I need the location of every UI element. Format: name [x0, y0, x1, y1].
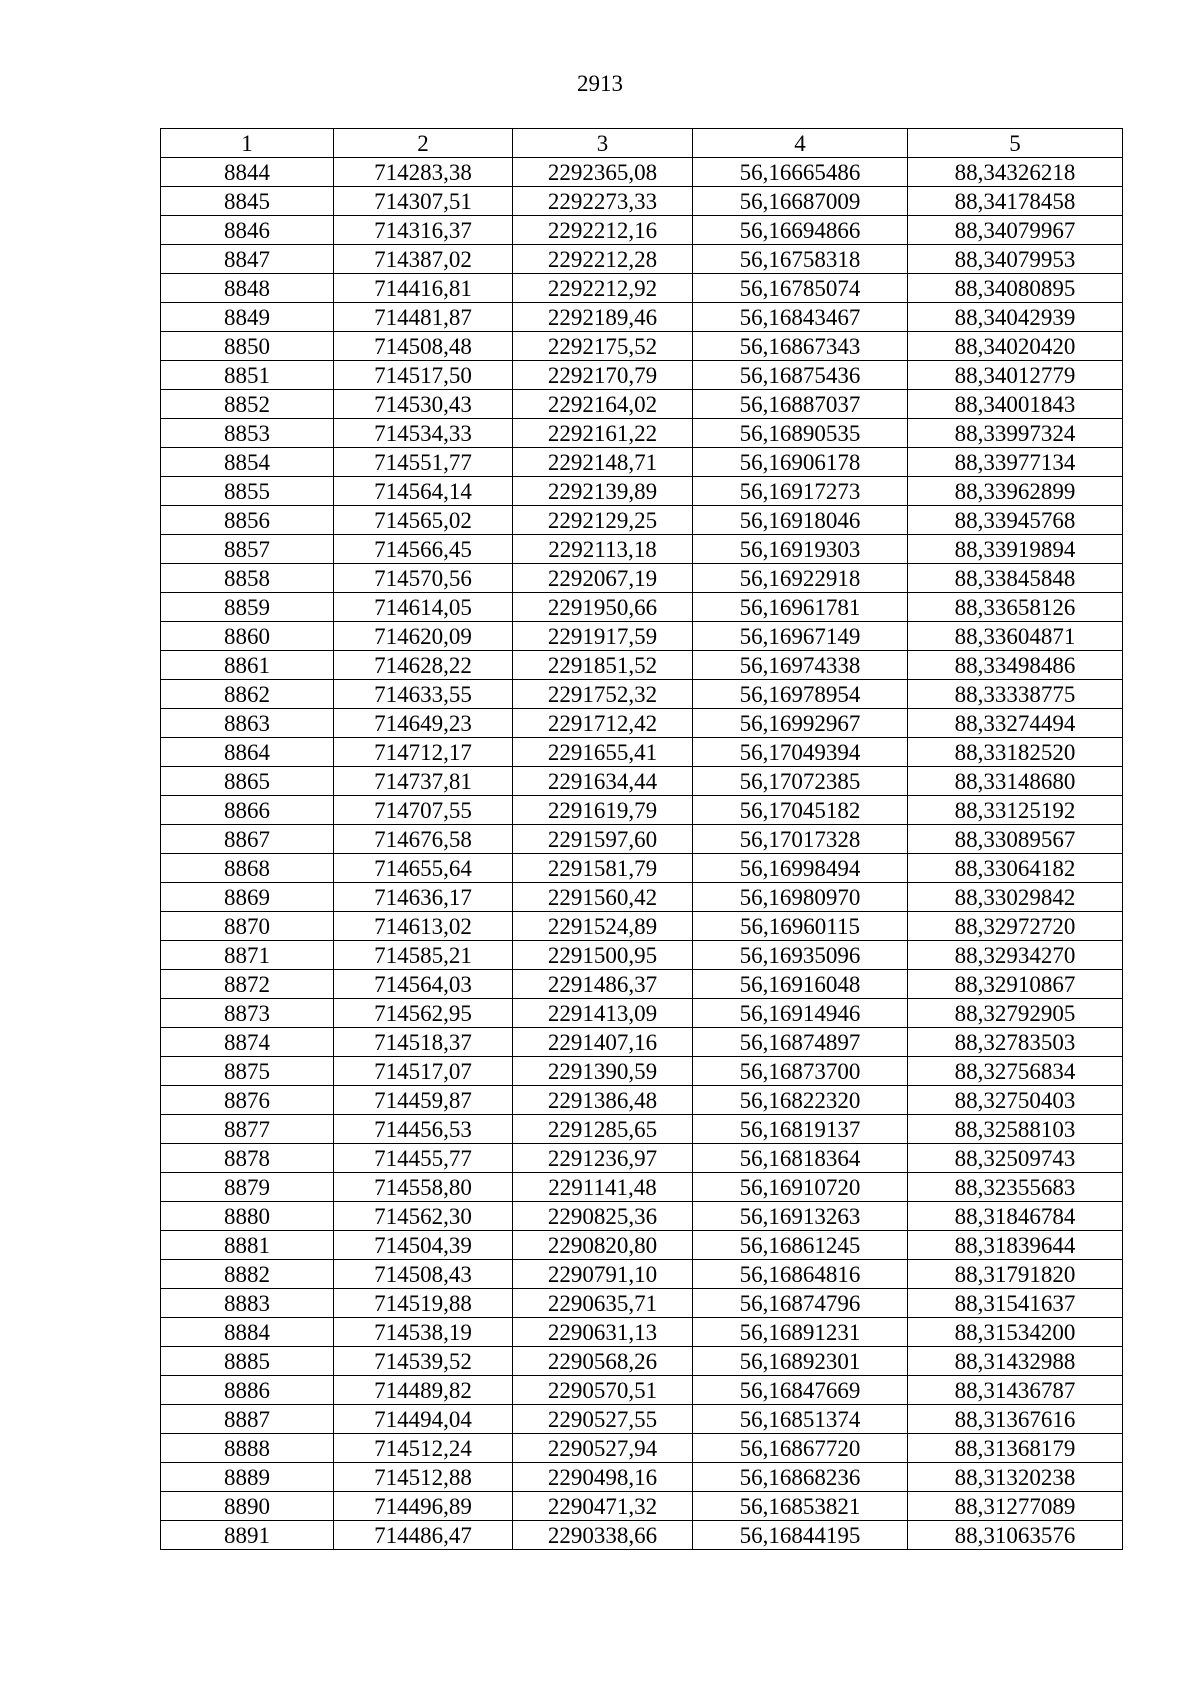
table-cell: 714562,30 [334, 1202, 513, 1231]
table-cell: 56,16853821 [693, 1492, 908, 1521]
table-cell: 714614,05 [334, 593, 513, 622]
table-cell: 714456,53 [334, 1115, 513, 1144]
table-cell: 88,34080895 [908, 274, 1123, 303]
table-cell: 88,34079953 [908, 245, 1123, 274]
table-cell: 8854 [161, 448, 334, 477]
table-cell: 56,16910720 [693, 1173, 908, 1202]
table-row [161, 1492, 1123, 1521]
table-cell: 88,34178458 [908, 187, 1123, 216]
column-header: 2 [334, 129, 513, 158]
table-cell: 2291486,37 [513, 970, 693, 999]
table-cell: 2291597,60 [513, 825, 693, 854]
table-cell: 8866 [161, 796, 334, 825]
table-row [161, 1144, 1123, 1173]
table-cell: 88,31277089 [908, 1492, 1123, 1521]
table-row [161, 1086, 1123, 1115]
table-cell: 88,32972720 [908, 912, 1123, 941]
table-cell: 2290527,55 [513, 1405, 693, 1434]
table-cell: 8889 [161, 1463, 334, 1492]
table-row [161, 970, 1123, 999]
table-cell: 714707,55 [334, 796, 513, 825]
table-row [161, 535, 1123, 564]
table-header-row [161, 129, 1123, 158]
table-row [161, 332, 1123, 361]
table-cell: 8864 [161, 738, 334, 767]
table-row [161, 1202, 1123, 1231]
table-cell: 2290471,32 [513, 1492, 693, 1521]
table-row [161, 506, 1123, 535]
table-row [161, 274, 1123, 303]
table-cell: 2292067,19 [513, 564, 693, 593]
table-row [161, 187, 1123, 216]
table-cell: 2291390,59 [513, 1057, 693, 1086]
table-cell: 2291712,42 [513, 709, 693, 738]
table-cell: 714496,89 [334, 1492, 513, 1521]
table-cell: 88,32588103 [908, 1115, 1123, 1144]
table-cell: 714518,37 [334, 1028, 513, 1057]
table-cell: 2290825,36 [513, 1202, 693, 1231]
table-cell: 88,31436787 [908, 1376, 1123, 1405]
table-cell: 2292273,33 [513, 187, 693, 216]
column-header: 5 [908, 129, 1123, 158]
table-row [161, 245, 1123, 274]
table-row [161, 593, 1123, 622]
table-cell: 88,33658126 [908, 593, 1123, 622]
table-row [161, 390, 1123, 419]
table-cell: 714416,81 [334, 274, 513, 303]
table-body [161, 158, 1123, 1550]
table-cell: 8891 [161, 1521, 334, 1550]
table-cell: 56,16687009 [693, 187, 908, 216]
table-cell: 56,16906178 [693, 448, 908, 477]
table-cell: 56,16980970 [693, 883, 908, 912]
table-cell: 56,16843467 [693, 303, 908, 332]
table-cell: 56,16873700 [693, 1057, 908, 1086]
table-cell: 2291917,59 [513, 622, 693, 651]
table-cell: 2290338,66 [513, 1521, 693, 1550]
table-row [161, 1231, 1123, 1260]
table-cell: 2291236,97 [513, 1144, 693, 1173]
table-cell: 56,16935096 [693, 941, 908, 970]
table-cell: 88,33962899 [908, 477, 1123, 506]
table-cell: 88,32783503 [908, 1028, 1123, 1057]
table-cell: 8874 [161, 1028, 334, 1057]
table-cell: 8849 [161, 303, 334, 332]
table-cell: 8885 [161, 1347, 334, 1376]
column-header: 3 [513, 129, 693, 158]
table-cell: 8859 [161, 593, 334, 622]
table-cell: 8890 [161, 1492, 334, 1521]
table-cell: 8848 [161, 274, 334, 303]
table-row [161, 1463, 1123, 1492]
table-cell: 88,32756834 [908, 1057, 1123, 1086]
table-cell: 88,34001843 [908, 390, 1123, 419]
table-cell: 8871 [161, 941, 334, 970]
table-cell: 2291619,79 [513, 796, 693, 825]
table-cell: 2292170,79 [513, 361, 693, 390]
table-row [161, 216, 1123, 245]
table-cell: 714459,87 [334, 1086, 513, 1115]
table-cell: 56,16967149 [693, 622, 908, 651]
table-cell: 88,33997324 [908, 419, 1123, 448]
table-cell: 8845 [161, 187, 334, 216]
table-cell: 8878 [161, 1144, 334, 1173]
table-cell: 8873 [161, 999, 334, 1028]
table-cell: 2291141,48 [513, 1173, 693, 1202]
table-cell: 2291634,44 [513, 767, 693, 796]
table-cell: 8851 [161, 361, 334, 390]
table-cell: 88,33125192 [908, 796, 1123, 825]
table-cell: 88,31432988 [908, 1347, 1123, 1376]
table-cell: 56,16874796 [693, 1289, 908, 1318]
table-cell: 56,16913263 [693, 1202, 908, 1231]
table-row [161, 999, 1123, 1028]
table-cell: 2291413,09 [513, 999, 693, 1028]
table-cell: 714649,23 [334, 709, 513, 738]
table-cell: 2290568,26 [513, 1347, 693, 1376]
table-cell: 714455,77 [334, 1144, 513, 1173]
table-cell: 56,16874897 [693, 1028, 908, 1057]
table-cell: 88,31791820 [908, 1260, 1123, 1289]
table-cell: 714676,58 [334, 825, 513, 854]
table-row [161, 1405, 1123, 1434]
table-row [161, 419, 1123, 448]
table-cell: 2291581,79 [513, 854, 693, 883]
table-cell: 56,16992967 [693, 709, 908, 738]
table-cell: 714655,64 [334, 854, 513, 883]
table-cell: 88,34042939 [908, 303, 1123, 332]
table-cell: 2292175,52 [513, 332, 693, 361]
table-row [161, 448, 1123, 477]
table-cell: 88,34326218 [908, 158, 1123, 187]
table-cell: 714585,21 [334, 941, 513, 970]
table-cell: 2290635,71 [513, 1289, 693, 1318]
table-cell: 56,17017328 [693, 825, 908, 854]
table-cell: 56,16822320 [693, 1086, 908, 1115]
table-cell: 8881 [161, 1231, 334, 1260]
table-cell: 714628,22 [334, 651, 513, 680]
table-cell: 56,17049394 [693, 738, 908, 767]
table-cell: 88,33064182 [908, 854, 1123, 883]
table-cell: 56,16978954 [693, 680, 908, 709]
table-cell: 2291285,65 [513, 1115, 693, 1144]
table-row [161, 1115, 1123, 1144]
table-cell: 2291851,52 [513, 651, 693, 680]
table-row [161, 1318, 1123, 1347]
table-row [161, 361, 1123, 390]
table-row [161, 796, 1123, 825]
table-cell: 56,16867343 [693, 332, 908, 361]
table-cell: 8879 [161, 1173, 334, 1202]
table-cell: 8868 [161, 854, 334, 883]
table-row [161, 738, 1123, 767]
table-row [161, 1376, 1123, 1405]
table-cell: 2292161,22 [513, 419, 693, 448]
table-cell: 88,34020420 [908, 332, 1123, 361]
table-cell: 56,16917273 [693, 477, 908, 506]
table-cell: 88,33029842 [908, 883, 1123, 912]
table-row [161, 622, 1123, 651]
table-cell: 56,16851374 [693, 1405, 908, 1434]
table-cell: 8863 [161, 709, 334, 738]
table-cell: 56,16868236 [693, 1463, 908, 1492]
table-cell: 56,16861245 [693, 1231, 908, 1260]
table-cell: 8880 [161, 1202, 334, 1231]
table-cell: 714517,07 [334, 1057, 513, 1086]
table-row [161, 709, 1123, 738]
table-cell: 88,33945768 [908, 506, 1123, 535]
table-cell: 8877 [161, 1115, 334, 1144]
table-cell: 2292212,16 [513, 216, 693, 245]
table-cell: 2291386,48 [513, 1086, 693, 1115]
table-cell: 88,32750403 [908, 1086, 1123, 1115]
table-cell: 714504,39 [334, 1231, 513, 1260]
table-row [161, 680, 1123, 709]
table-cell: 2291524,89 [513, 912, 693, 941]
table-cell: 56,16864816 [693, 1260, 908, 1289]
table-cell: 714562,95 [334, 999, 513, 1028]
table-cell: 8883 [161, 1289, 334, 1318]
table-cell: 2291500,95 [513, 941, 693, 970]
table-cell: 56,16916048 [693, 970, 908, 999]
table-cell: 714636,17 [334, 883, 513, 912]
table-cell: 8861 [161, 651, 334, 680]
table-row [161, 1028, 1123, 1057]
table-row [161, 883, 1123, 912]
table-cell: 88,33498486 [908, 651, 1123, 680]
table-cell: 8857 [161, 535, 334, 564]
table-cell: 56,16918046 [693, 506, 908, 535]
table-cell: 56,16844195 [693, 1521, 908, 1550]
table-cell: 88,34079967 [908, 216, 1123, 245]
table-cell: 88,31846784 [908, 1202, 1123, 1231]
table-row [161, 1057, 1123, 1086]
table-cell: 8852 [161, 390, 334, 419]
table-cell: 56,16665486 [693, 158, 908, 187]
table-cell: 8856 [161, 506, 334, 535]
table-cell: 8850 [161, 332, 334, 361]
table-cell: 2291407,16 [513, 1028, 693, 1057]
table-row [161, 912, 1123, 941]
table-cell: 714558,80 [334, 1173, 513, 1202]
table-cell: 56,16961781 [693, 593, 908, 622]
table-cell: 88,33148680 [908, 767, 1123, 796]
column-header: 4 [693, 129, 908, 158]
table-row [161, 1260, 1123, 1289]
table-cell: 88,31368179 [908, 1434, 1123, 1463]
table-row [161, 651, 1123, 680]
table-cell: 714508,43 [334, 1260, 513, 1289]
table-cell: 714620,09 [334, 622, 513, 651]
table-cell: 56,16785074 [693, 274, 908, 303]
table-cell: 88,33182520 [908, 738, 1123, 767]
table-row [161, 477, 1123, 506]
table-cell: 714316,37 [334, 216, 513, 245]
coordinates-table [160, 128, 1123, 1550]
table-cell: 714566,45 [334, 535, 513, 564]
table-cell: 714564,03 [334, 970, 513, 999]
table-cell: 88,31367616 [908, 1405, 1123, 1434]
column-header: 1 [161, 129, 334, 158]
table-row [161, 1289, 1123, 1318]
table-cell: 2290820,80 [513, 1231, 693, 1260]
table-cell: 8869 [161, 883, 334, 912]
table-row [161, 303, 1123, 332]
table-cell: 88,31534200 [908, 1318, 1123, 1347]
table-cell: 8876 [161, 1086, 334, 1115]
table-cell: 2290791,10 [513, 1260, 693, 1289]
table-cell: 2290631,13 [513, 1318, 693, 1347]
table-cell: 56,16998494 [693, 854, 908, 883]
table-cell: 56,16914946 [693, 999, 908, 1028]
table-cell: 88,32910867 [908, 970, 1123, 999]
table-cell: 56,16887037 [693, 390, 908, 419]
table-row [161, 564, 1123, 593]
table-cell: 88,33338775 [908, 680, 1123, 709]
table-cell: 2292113,18 [513, 535, 693, 564]
table-cell: 2292365,08 [513, 158, 693, 187]
table-row [161, 825, 1123, 854]
table-cell: 8860 [161, 622, 334, 651]
table-cell: 714508,48 [334, 332, 513, 361]
table-cell: 714534,33 [334, 419, 513, 448]
table-cell: 56,16867720 [693, 1434, 908, 1463]
table-cell: 56,16974338 [693, 651, 908, 680]
table-cell: 8865 [161, 767, 334, 796]
table-cell: 714519,88 [334, 1289, 513, 1318]
table-cell: 88,32934270 [908, 941, 1123, 970]
table-cell: 714481,87 [334, 303, 513, 332]
table-row [161, 854, 1123, 883]
table-cell: 88,32792905 [908, 999, 1123, 1028]
table-cell: 714512,88 [334, 1463, 513, 1492]
table-cell: 2291752,32 [513, 680, 693, 709]
table-cell: 88,33604871 [908, 622, 1123, 651]
table-cell: 88,31541637 [908, 1289, 1123, 1318]
table-cell: 56,16694866 [693, 216, 908, 245]
table-cell: 8855 [161, 477, 334, 506]
table-cell: 714570,56 [334, 564, 513, 593]
table-cell: 8862 [161, 680, 334, 709]
table-cell: 714712,17 [334, 738, 513, 767]
table-cell: 56,16891231 [693, 1318, 908, 1347]
table-cell: 714494,04 [334, 1405, 513, 1434]
table-cell: 714283,38 [334, 158, 513, 187]
table-cell: 714517,50 [334, 361, 513, 390]
table-cell: 2292212,92 [513, 274, 693, 303]
table-cell: 8875 [161, 1057, 334, 1086]
table-cell: 2291950,66 [513, 593, 693, 622]
table-cell: 714486,47 [334, 1521, 513, 1550]
table-cell: 2292139,89 [513, 477, 693, 506]
table-cell: 714512,24 [334, 1434, 513, 1463]
table-row [161, 1173, 1123, 1202]
table-row [161, 1347, 1123, 1376]
table-cell: 2292164,02 [513, 390, 693, 419]
table-cell: 88,33845848 [908, 564, 1123, 593]
table-cell: 56,16892301 [693, 1347, 908, 1376]
table-cell: 8882 [161, 1260, 334, 1289]
table-cell: 2290498,16 [513, 1463, 693, 1492]
page-number: 2913 [577, 71, 623, 96]
table-cell: 2290527,94 [513, 1434, 693, 1463]
table-cell: 88,33274494 [908, 709, 1123, 738]
table-row [161, 767, 1123, 796]
table-cell: 2292148,71 [513, 448, 693, 477]
table-cell: 56,16758318 [693, 245, 908, 274]
table-cell: 714539,52 [334, 1347, 513, 1376]
table-cell: 714613,02 [334, 912, 513, 941]
table-cell: 88,31839644 [908, 1231, 1123, 1260]
table-cell: 88,33919894 [908, 535, 1123, 564]
table-cell: 56,16922918 [693, 564, 908, 593]
table-cell: 2292212,28 [513, 245, 693, 274]
table-cell: 56,16960115 [693, 912, 908, 941]
table-cell: 714564,14 [334, 477, 513, 506]
table-cell: 714538,19 [334, 1318, 513, 1347]
table-row [161, 1521, 1123, 1550]
table-cell: 714489,82 [334, 1376, 513, 1405]
table-cell: 88,32509743 [908, 1144, 1123, 1173]
table-cell: 88,34012779 [908, 361, 1123, 390]
table-cell: 8844 [161, 158, 334, 187]
table-cell: 88,33089567 [908, 825, 1123, 854]
table-cell: 56,17072385 [693, 767, 908, 796]
table-cell: 8847 [161, 245, 334, 274]
table-cell: 56,16875436 [693, 361, 908, 390]
table-cell: 8846 [161, 216, 334, 245]
table-row [161, 1434, 1123, 1463]
table-cell: 56,16919303 [693, 535, 908, 564]
table-cell: 714307,51 [334, 187, 513, 216]
table-cell: 2291560,42 [513, 883, 693, 912]
table-cell: 8884 [161, 1318, 334, 1347]
table-cell: 8888 [161, 1434, 334, 1463]
table-cell: 56,16847669 [693, 1376, 908, 1405]
table-cell: 8858 [161, 564, 334, 593]
table-row [161, 941, 1123, 970]
table-cell: 88,31320238 [908, 1463, 1123, 1492]
table-cell: 8887 [161, 1405, 334, 1434]
table-row [161, 158, 1123, 187]
table-cell: 88,31063576 [908, 1521, 1123, 1550]
table-cell: 56,17045182 [693, 796, 908, 825]
table-cell: 8853 [161, 419, 334, 448]
table-cell: 56,16818364 [693, 1144, 908, 1173]
table-cell: 2292129,25 [513, 506, 693, 535]
table-cell: 8886 [161, 1376, 334, 1405]
table-cell: 714565,02 [334, 506, 513, 535]
table-cell: 8867 [161, 825, 334, 854]
table-cell: 88,32355683 [908, 1173, 1123, 1202]
table-cell: 714387,02 [334, 245, 513, 274]
table-cell: 2290570,51 [513, 1376, 693, 1405]
table-cell: 8872 [161, 970, 334, 999]
table-cell: 88,33977134 [908, 448, 1123, 477]
table-cell: 8870 [161, 912, 334, 941]
table-cell: 56,16819137 [693, 1115, 908, 1144]
table-cell: 56,16890535 [693, 419, 908, 448]
table-cell: 2291655,41 [513, 738, 693, 767]
table-cell: 2292189,46 [513, 303, 693, 332]
table-cell: 714530,43 [334, 390, 513, 419]
table-cell: 714737,81 [334, 767, 513, 796]
table-cell: 714633,55 [334, 680, 513, 709]
table-cell: 714551,77 [334, 448, 513, 477]
